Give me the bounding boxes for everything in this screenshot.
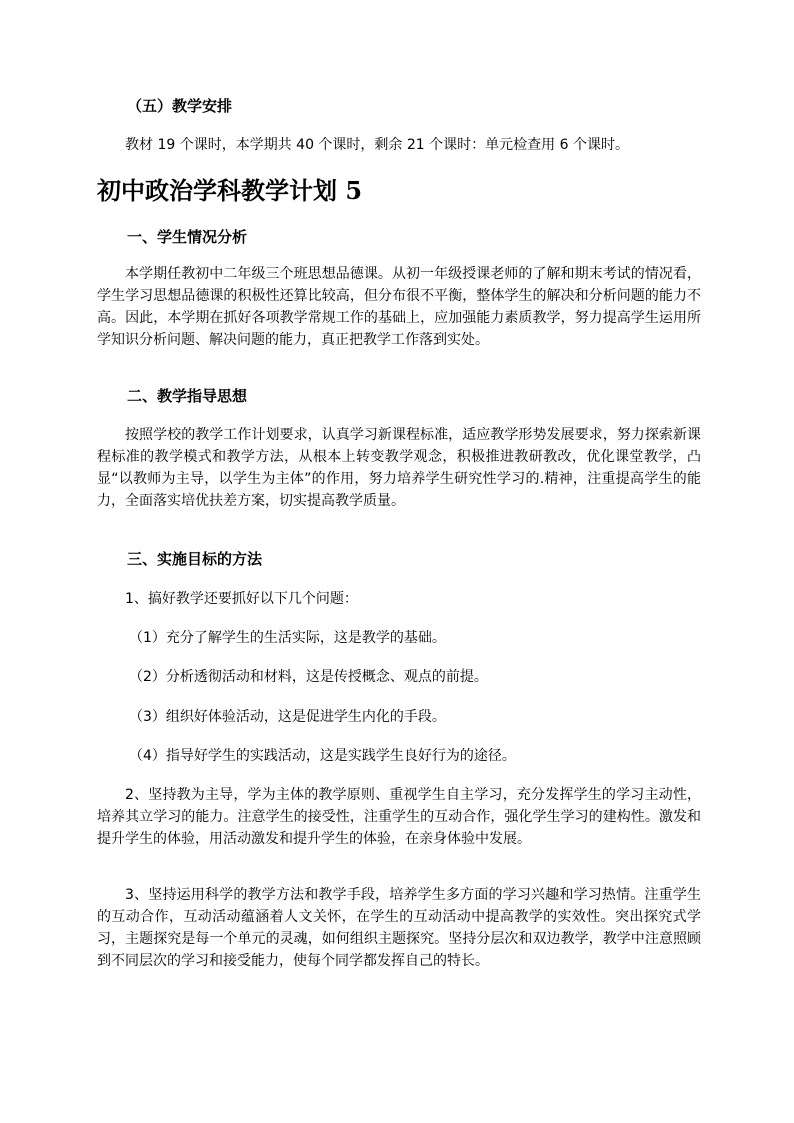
part2-heading: 二、教学指导思想 — [127, 387, 248, 405]
part2-paragraph: 按照学校的教学工作计划要求，认真学习新课程标准，适应教学形势发展要求，努力探索新课程标准的教学模式和教学方法，从根本上转变教学观念，积极推进教研教改，优化课堂教学，凸显“以教师为主导，以学生为主体”的作用，努力培养学生研究性学习的.精神，注重提高学生的能力，全面落实培优扶差方案，切实提高教学质量。 — [97, 427, 701, 509]
part1-paragraph: 本学期任教初中二年级三个班思想品德课。从初一年级授课老师的了解和期末考试的情况看，学生学习思想品德课的积极性还算比较高，但分布很不平衡，整体学生的解决和分析问题的能力不高。因此，本学期在抓好各项教学常规工作的基础上，应加强能力素质教学，努力提高学生运用所学知识分析问题、解决问题的能力，真正把教学工作落到实处。 — [97, 266, 701, 348]
part3-item1: 1、搞好教学还要抓好以下几个问题： — [125, 591, 358, 607]
part1-heading: 一、学生情况分析 — [127, 228, 248, 246]
part3-sub2: （2）分析透彻活动和材料，这是传授概念、观点的前提。 — [129, 669, 488, 685]
part3-sub3: （3）组织好体验活动，这是促进学生内化的手段。 — [129, 709, 446, 725]
part3-sub1: （1）充分了解学生的生活实际，这是教学的基础。 — [129, 630, 446, 646]
part3-item3: 3、坚持运用科学的教学方法和教学手段，培养学生多方面的学习兴趣和学习热情。注重学生的互动合作，互动活动蕴涵着人文关怀，在学生的互动活动中提高教学的实效性。突出探究式学习，主题探究是每一个单元的灵魂，如何组织主题探究。坚持分层次和双边教学，教学中注意照顾到不同层次的学习和接受能力，使每个同学都发挥自己的特长。 — [97, 887, 701, 969]
part3-heading: 三、实施目标的方法 — [127, 550, 263, 568]
plan-title: 初中政治学科教学计划 5 — [97, 176, 363, 205]
part3-item2: 2、坚持教为主导，学为主体的教学原则、重视学生自主学习，充分发挥学生的学习主动性，培养其立学习的能力。注意学生的接受性，注重学生的互动合作，强化学生学习的建构性。激发和提升学生的体验，用活动激发和提升学生的体验，在亲身体验中发展。 — [97, 787, 701, 847]
section-five-heading: （五）教学安排 — [127, 97, 233, 115]
section-five-text: 教材 19 个课时，本学期共 40 个课时，剩余 21 个课时：单元检查用 6 个课时。 — [125, 137, 629, 153]
part3-sub4: （4）指导好学生的实践活动，这是实践学生良好行为的途径。 — [129, 748, 516, 764]
